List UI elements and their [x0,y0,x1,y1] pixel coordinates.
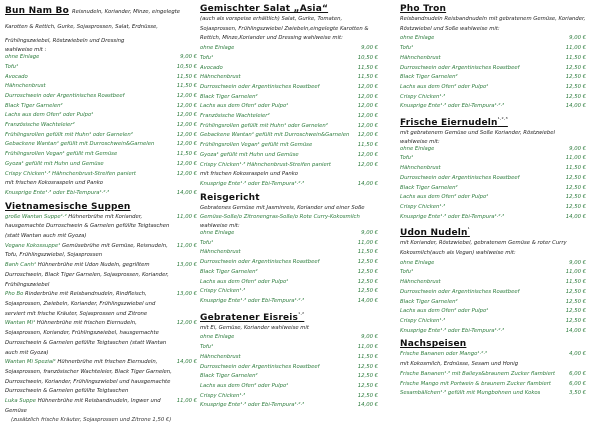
menu-item [400,370,586,380]
menu-item [400,327,586,337]
choose-label: wahlweise mit: [200,223,240,230]
soup-item-name: Pho Bo [5,291,24,298]
menu-item-name: Gebackene Wantan¹ gefüllt mit Durroschwein&Garnelen [200,132,350,139]
menu-item-price: 11,50 € [357,64,378,71]
menu-item-price: 12,50 € [357,373,378,380]
menu-item-name: ohne Einlage [200,230,235,237]
menu-item-name: ohne Einlage [400,145,435,152]
section-title-text: Frische Eiernudeln [400,118,498,129]
menu-item [400,307,586,317]
menu-item [200,180,378,190]
menu-item-name: Tofu¹ [200,54,214,61]
menu-item-price: 12,50 € [565,203,586,210]
menu-column-1 [5,3,197,426]
menu-item-name: Hähnchenbrust [200,74,241,81]
soup-item-price: 11,00 € [176,242,197,249]
menu-item [400,164,586,174]
menu-item-price: 12,00 € [176,160,197,167]
section-description: mit gebratenem Gemüse und Soße Koriander, Röstzwiebel [400,130,555,137]
menu-item-name: Crispy Chicken¹·³ Hähnchenbrust-Streifen paniert [200,161,331,168]
menu-item-price: 11,50 € [565,165,586,172]
menu-item [200,363,378,373]
menu-item-price: 12,50 € [357,288,378,295]
soup-item-price: 13,00 € [176,291,197,298]
menu-item-price: 11,50 € [357,353,378,360]
menu-item [400,288,586,298]
menu-item-name: Tofu¹ [400,45,414,52]
section-title [400,3,586,15]
menu-item-price: 14,00 € [565,103,586,110]
menu-item-price: 11,50 € [357,142,378,149]
soup-item [5,290,197,319]
menu-item [200,122,378,132]
menu-item [400,278,586,288]
menu-item-name: Hähnchenbrust [400,54,441,61]
menu-item [5,63,197,73]
menu-item-name: Hähnchenbrust [200,249,241,256]
menu-item [200,141,378,151]
soup-item-price: 11,00 € [176,398,197,405]
menu-item-price: 11,50 € [357,249,378,256]
menu-item-price: 12,00 € [176,141,197,148]
menu-section [200,309,378,411]
menu-item-extra: mit Kokosmilch, Erdnüsse, Sesam und Honig [400,361,519,368]
section-title [200,192,378,204]
menu-item-price: 10,50 € [176,63,197,70]
menu-item-name: Frühlingsrollen gefüllt mit Huhn¹ oder Garnelen² [5,131,133,138]
menu-item-price: 10,50 € [357,54,378,61]
menu-item-price: 12,50 € [565,74,586,81]
menu-item-price: 12,00 € [176,102,197,109]
soup-item-name: Luka Suppe [5,398,37,405]
menu-item [5,73,197,83]
menu-item-name: Knusprige Ente¹·³ oder Ebi-Tempura¹·²·³ [400,327,505,334]
menu-item-name: Tofu¹ [5,63,19,70]
menu-item-price: 12,00 € [357,113,378,120]
menu-item-name: ohne Einlage [400,35,435,42]
menu-item-price: 9,00 € [569,145,586,152]
menu-item [400,193,586,203]
section-title-footnote: ¹·²·³ [497,117,508,124]
menu-item-price: 9,00 € [569,35,586,42]
section-title-text: Nachspeisen [400,339,467,350]
soup-item-description: Hühnerbrühe mit Koriander, hausgemachte Durroschwein & Garnelen gefüllte Teigtaschen (statt Wantan auch mit Gyoza) [5,213,170,240]
menu-item [200,248,378,258]
menu-section [400,338,586,399]
menu-item-price: 12,50 € [565,308,586,315]
menu-item [400,380,586,390]
soup-item-price: 13,00 € [176,262,197,269]
menu-item-price: 9,00 € [361,45,378,52]
menu-item-price: 12,00 € [357,122,378,129]
menu-item-name: Durroschwein oder Argentinisches Roastbeef [400,288,520,295]
soup-item-text [5,213,174,242]
section-title [400,338,586,350]
menu-item-price: 12,50 € [565,174,586,181]
menu-item-price: 11,50 € [565,279,586,286]
menu-item-name: Lachs aus dem Ofen² oder Pulpo² [5,112,94,119]
section-sauce-options: Gemüse-Soße/o Zitronengras-Soße/o Rote Curry-Kokosmilch [200,214,360,221]
menu-item [400,34,586,44]
menu-item-name: Lachs aus dem Ofen² oder Pulpo² [200,382,289,389]
menu-item-name: Crispy Chicken¹·³ [200,288,246,295]
menu-item-name: Frische Bananen oder Mango¹·²·³ [400,351,488,358]
menu-item-price: 12,50 € [357,392,378,399]
menu-item-price: 12,00 € [176,122,197,129]
menu-item [5,131,197,141]
menu-item [200,297,378,307]
menu-item [200,372,378,382]
menu-item-price: 14,00 € [565,213,586,220]
menu-item-name: ohne Einlage [400,259,435,266]
menu-item-price: 12,50 € [357,382,378,389]
menu-item-name: Lachs aus dem Ofen² oder Pulpo² [400,83,489,90]
menu-item [200,131,378,141]
menu-item [200,73,378,83]
menu-item-price: 12,50 € [357,259,378,266]
soup-item [5,213,197,242]
menu-item-price: 12,50 € [565,64,586,71]
menu-item-name: Tofu¹ [200,344,214,351]
soup-item-description: Hühnerbrühe mit Udon Nudeln, gegrilltem Durroschwein, Black Tiger Garnelen, Sojasprossen, Koriander, Frühlingszwiebel [5,262,169,288]
menu-item-price: 9,00 € [569,259,586,266]
menu-item-price: 3,50 € [569,390,586,397]
section-title-text: Pho Tron [400,4,447,14]
menu-item [200,268,378,278]
menu-item-name: Französische Wachteleier² [200,113,270,120]
section-title-text: Vietnamesische Suppen [5,201,131,212]
menu-item [5,150,197,160]
menu-item-price: 9,00 € [361,334,378,341]
menu-item [400,145,586,155]
menu-item-price: 12,00 € [176,112,197,119]
menu-item-name: Knusprige Ente¹·³ oder Ebi-Tempura¹·²·³ [200,402,305,409]
menu-item [200,93,378,103]
menu-item-name: Durroschwein oder Argentinisches Roastbeef [200,259,320,266]
menu-item [200,392,378,402]
menu-item [400,184,586,194]
menu-item [400,213,586,223]
section-description: Reisnudeln, Koriander, Minze, eingelegte Karotten & Rettich, Gurke, Sojasprossen, Salat, Erdnüsse, Frühlingszwiebel, Röstzwiebeln und Dressing [5,9,181,45]
menu-item-name: Lachs aus dem Ofen² oder Pulpo² [400,308,489,315]
menu-item-name: Avocado [5,73,28,80]
menu-item-name: Durroschwein oder Argentinisches Roastbeef [400,64,520,71]
section-heading-line [5,3,197,47]
menu-item [400,83,586,93]
section-description: Reisbandnudeln Reisbandnudeln mit gebratenem Gemüse, Koriander, Röstzwiebel und Soße wahlweise mit: [400,16,586,32]
menu-item [400,298,586,308]
soup-item-text [5,319,174,358]
menu-item-name: Gyoza¹ gefüllt mit Huhn und Gemüse [200,151,299,158]
menu-item [5,170,197,180]
menu-section [200,192,378,307]
section-title-text: Udon Nudeln [400,228,468,239]
menu-column-2 [200,3,378,411]
menu-item [200,44,378,54]
menu-item [400,174,586,184]
menu-item-name: Crispy Chicken¹·³ Hähnchenbrust-Streifen paniert [5,170,136,177]
menu-item [200,83,378,93]
menu-item-name: Gebackene Wantan¹ gefüllt mit Durroschwein&Garnelen [5,141,155,148]
soup-item [5,358,197,397]
menu-item-price: 11,50 € [176,151,197,158]
soup-item-price: 14,00 € [176,359,197,366]
soup-item-price: 12,00 € [176,320,197,327]
menu-item-price: 12,00 € [357,132,378,139]
menu-item-name: Lachs aus dem Ofen² oder Pulpo² [400,194,489,201]
section-description: mit Ei, Gemüse, Koriander wahlweise mit [200,324,309,331]
section-title-text: Gebratener Eisreis [200,312,299,323]
choose-label: wahlweise mit: [400,138,440,145]
menu-item-name: Knusprige Ente¹·³ oder Ebi-Tempura¹·²·³ [200,180,305,187]
menu-item [5,189,197,199]
menu-item-price: 12,50 € [565,93,586,100]
menu-item [200,161,378,171]
soup-item-name: Wantan Mi¹ [5,320,36,327]
menu-item-price: 12,50 € [565,184,586,191]
section-title-footnote: ¹ [467,227,470,234]
menu-item-name: Knusprige Ente¹·³ oder Ebi-Tempura¹·²·³ [400,103,505,110]
menu-item [200,343,378,353]
menu-item [400,44,586,54]
menu-item [5,53,197,63]
menu-section [5,201,197,426]
menu-item-price: 12,00 € [357,161,378,168]
menu-item [200,102,378,112]
menu-item-name: Tofu¹ [200,239,214,246]
menu-item-price: 11,00 € [565,269,586,276]
menu-item-price: 12,50 € [565,317,586,324]
soup-item-text [5,358,174,397]
menu-item-price: 11,50 € [357,74,378,81]
menu-item-name: Tofu¹ [400,155,414,162]
menu-item-price: 9,00 € [180,54,197,61]
menu-item-name: Sesambällchen¹·³ gefüllt mit Mungbohnen und Kokos [400,390,541,397]
choose-label: wahlweise mit : [5,47,47,54]
menu-item-name: Hähnchenbrust [400,165,441,172]
section-note: (zusätzlich frische Kräuter, Sojasprossen und Zitrone 1,50 €) [11,417,172,424]
menu-item-name: Französische Wachteleier² [5,122,75,129]
menu-section [400,3,586,112]
soup-item-text [5,261,174,290]
menu-item-name: ohne Einlage [200,334,235,341]
section-title [400,224,586,239]
section-description: (auch als vorspeise erhältlich) Salat, Gurke, Tomaten, Sojasprossen, Frühlingszwiebel Zwiebeln,eingelegte Karotten & Rettich, Minze,Koriander und Dressing wahlweise mit: [200,16,369,42]
menu-item [200,287,378,297]
menu-item [200,278,378,288]
menu-item [5,160,197,170]
menu-item-name: Gyoza¹ gefüllt mit Huhn und Gemüse [5,160,104,167]
menu-item-price: 12,50 € [565,298,586,305]
menu-item [5,102,197,112]
menu-item-name: Tofu¹ [400,269,414,276]
menu-item-price: 12,50 € [565,83,586,90]
section-title-text: Reisgericht [200,192,260,203]
section-description: Gebratenes Gemüse mit Jasminreis, Koriander und einer Soße [200,204,365,211]
soup-item-text [5,397,174,416]
menu-item [400,350,586,360]
soup-item-name: große Wantan Suppe¹·² [5,213,67,220]
menu-item [400,203,586,213]
soup-item [5,319,197,358]
section-title-footnote: ¹·² [298,311,305,318]
menu-item-price: 12,00 € [357,151,378,158]
menu-item-price: 12,50 € [565,194,586,201]
menu-item-name: Knusprige Ente¹·³ oder Ebi-Tempura¹·²·³ [200,297,305,304]
menu-item-name: Crispy Chicken¹·³ [400,93,446,100]
menu-item-price: 11,50 € [565,54,586,61]
menu-item [200,151,378,161]
menu-item [5,111,197,121]
menu-item-name: Frische Mango mit Portwein & braunem Zucker flambiert [400,380,551,387]
menu-item-price: 14,00 € [565,327,586,334]
menu-item-name: Crispy Chicken¹·³ [400,317,446,324]
menu-item [400,154,586,164]
menu-item [400,268,586,278]
menu-item [400,102,586,112]
menu-section [200,3,378,190]
menu-item-price: 14,00 € [176,189,197,196]
soup-item-price: 11,00 € [176,213,197,220]
menu-item-price: 4,00 € [569,351,586,358]
soup-item-name: Banh Canh¹ [5,262,37,269]
menu-item [200,382,378,392]
menu-item [200,333,378,343]
menu-item-price: 14,00 € [357,180,378,187]
menu-item-name: Knusprige Ente¹·³ oder Ebi-Tempura¹·²·³ [400,213,505,220]
menu-item [200,54,378,64]
menu-section [400,114,586,222]
menu-item-name: Hähnchenbrust [200,353,241,360]
menu-item [400,93,586,103]
menu-item-price: 12,50 € [357,268,378,275]
menu-item-name: Frühlingsrollen Vegan¹ gefüllt mit Gemüse [200,142,313,149]
section-title [400,114,586,129]
menu-item-price: 12,00 € [357,93,378,100]
soup-item-text [5,242,174,261]
menu-item [200,239,378,249]
menu-item-price: 6,00 € [569,370,586,377]
menu-item [400,259,586,269]
menu-item-extra: mit frischen Kokosraspeln und Panko [200,171,299,178]
menu-item-name: Hähnchenbrust [400,279,441,286]
menu-item [5,82,197,92]
menu-item [400,73,586,83]
menu-item-name: ohne Einlage [200,45,235,52]
menu-section [400,224,586,336]
soup-item-name: Vegane Kokossuppe¹ [5,242,61,249]
soup-item-description: Hühnerbrühe mit frischen Eiernudeln, Sojasprossen, Koriander, Frühlingszwiebel, hausgemachte Durroschwein & Garnelen gefüllte Teigtaschen (statt Wantan auch mit Gyoza) [5,320,167,356]
menu-item [400,54,586,64]
section-description: mit Koriander, Röstzwiebel, gebratenem Gemüse & roter Curry Kokosmilch(auch als Vegan) wahlweise mit: [400,240,567,257]
soup-item-description: Hühnerbrühe mit frischen Eiernudeln, Sojasprossen, französischer Wachteleier, Black Tiger Garnelen, Durroschwein, Koriander, Frühlingszwiebel und hausgemachte Durroschwein & Garnelen gefüllte Teigtaschen [5,359,172,395]
soup-item [5,261,197,290]
menu-item [200,112,378,122]
menu-item-name: Black Tiger Garnelen² [5,102,63,109]
soup-item-description: Gemüsebrühe mit Gemüse, Reisnudeln, Tofu, Frühlingszwiebel, Sojasprossen [5,242,168,259]
menu-item-price: 14,00 € [357,297,378,304]
menu-item-price: 11,00 € [565,45,586,52]
menu-item-price: 12,00 € [176,131,197,138]
menu-item-price: 12,50 € [357,363,378,370]
soup-item-description: Hühnerbrühe mit Reisbandnudeln, Ingwer und Gemüse [5,398,161,414]
menu-item [400,64,586,74]
soup-item-text [5,290,174,319]
menu-item [200,229,378,239]
menu-item [5,140,197,150]
menu-item-name: ohne Einlage [5,54,40,61]
menu-item-price: 12,00 € [176,170,197,177]
menu-item-extra: mit frischen Kokosraspeln und Panko [5,180,104,187]
menu-item-name: Durroschwein oder Argentinisches Roastbeef [400,174,520,181]
menu-item-price: 12,50 € [357,278,378,285]
menu-item-name: Avocado [200,64,223,71]
menu-column-3 [400,3,586,399]
menu-item-price: 9,00 € [361,230,378,237]
menu-item-name: Black Tiger Garnelen² [400,298,458,305]
section-title [5,201,197,213]
menu-item-name: Lachs aus dem Ofen² oder Pulpo² [200,278,289,285]
menu-item-name: Frühlingsrollen Vegan¹ gefüllt mit Gemüse [5,151,118,158]
menu-item-price: 14,00 € [357,402,378,409]
menu-item-price: 11,00 € [357,239,378,246]
menu-item-name: Knusprige Ente¹·³ oder Ebi-Tempura¹·²·³ [5,189,110,196]
menu-item-name: Hähnchenbrust [5,83,46,90]
menu-item-price: 11,50 € [176,73,197,80]
menu-item-name: Crispy Chicken¹·³ [400,203,446,210]
soup-item-description: Rinderbrühe mit Reisbandnudeln, Rindfleisch, Sojasprossen, Zwiebeln, Koriander, Frühlingszwiebel und serviert mit frische Kräuter, Sojasprossen und Zitrone [5,291,156,317]
menu-item-price: 12,00 € [357,83,378,90]
section-title: Bun Nam Bo [5,6,69,16]
menu-item [400,389,586,399]
menu-item [200,258,378,268]
menu-item-name: Durroschwein oder Argentinisches Roastbeef [5,92,125,99]
menu-item-price: 11,00 € [565,155,586,162]
menu-item-price: 6,00 € [569,380,586,387]
soup-item [5,397,197,416]
menu-item [400,317,586,327]
menu-item-name: Frische Bananen¹·³ mit Baileys&braunem Zucker flambiert [400,370,556,377]
menu-item-name: Durroschwein oder Argentinisches Roastbeef [200,83,320,90]
menu-item-name: Crispy Chicken¹·³ [200,392,246,399]
menu-item-name: Black Tiger Garnelen² [400,74,458,81]
menu-item-name: Durroschwein oder Argentinisches Roastbeef [200,363,320,370]
menu-item-name: Black Tiger Garnelen² [200,268,258,275]
menu-item [5,92,197,102]
menu-item-name: Frühlingsrollen gefüllt mit Huhn¹ oder Garnelen² [200,122,328,129]
menu-item-name: Lachs aus dem Ofen² oder Pulpo² [200,103,289,110]
menu-section [5,3,197,199]
soup-item-name: Wantan Mi Spezial¹ [5,359,56,366]
soup-item [5,242,197,261]
section-title [200,3,378,15]
menu-item-price: 11,50 € [176,83,197,90]
menu-item-name: Black Tiger Garnelen² [200,93,258,100]
section-title [200,309,378,324]
menu-item-price: 12,00 € [176,92,197,99]
menu-item [200,401,378,411]
menu-item-name: Black Tiger Garnelen² [200,373,258,380]
menu-item [200,64,378,74]
menu-item [5,121,197,131]
menu-item-price: 12,50 € [565,288,586,295]
menu-item [200,353,378,363]
menu-item-name: Black Tiger Garnelen² [400,184,458,191]
section-title-text: Gemischter Salat „Asia“ [200,4,329,14]
menu-item-price: 11,00 € [357,344,378,351]
menu-item-price: 12,00 € [357,103,378,110]
